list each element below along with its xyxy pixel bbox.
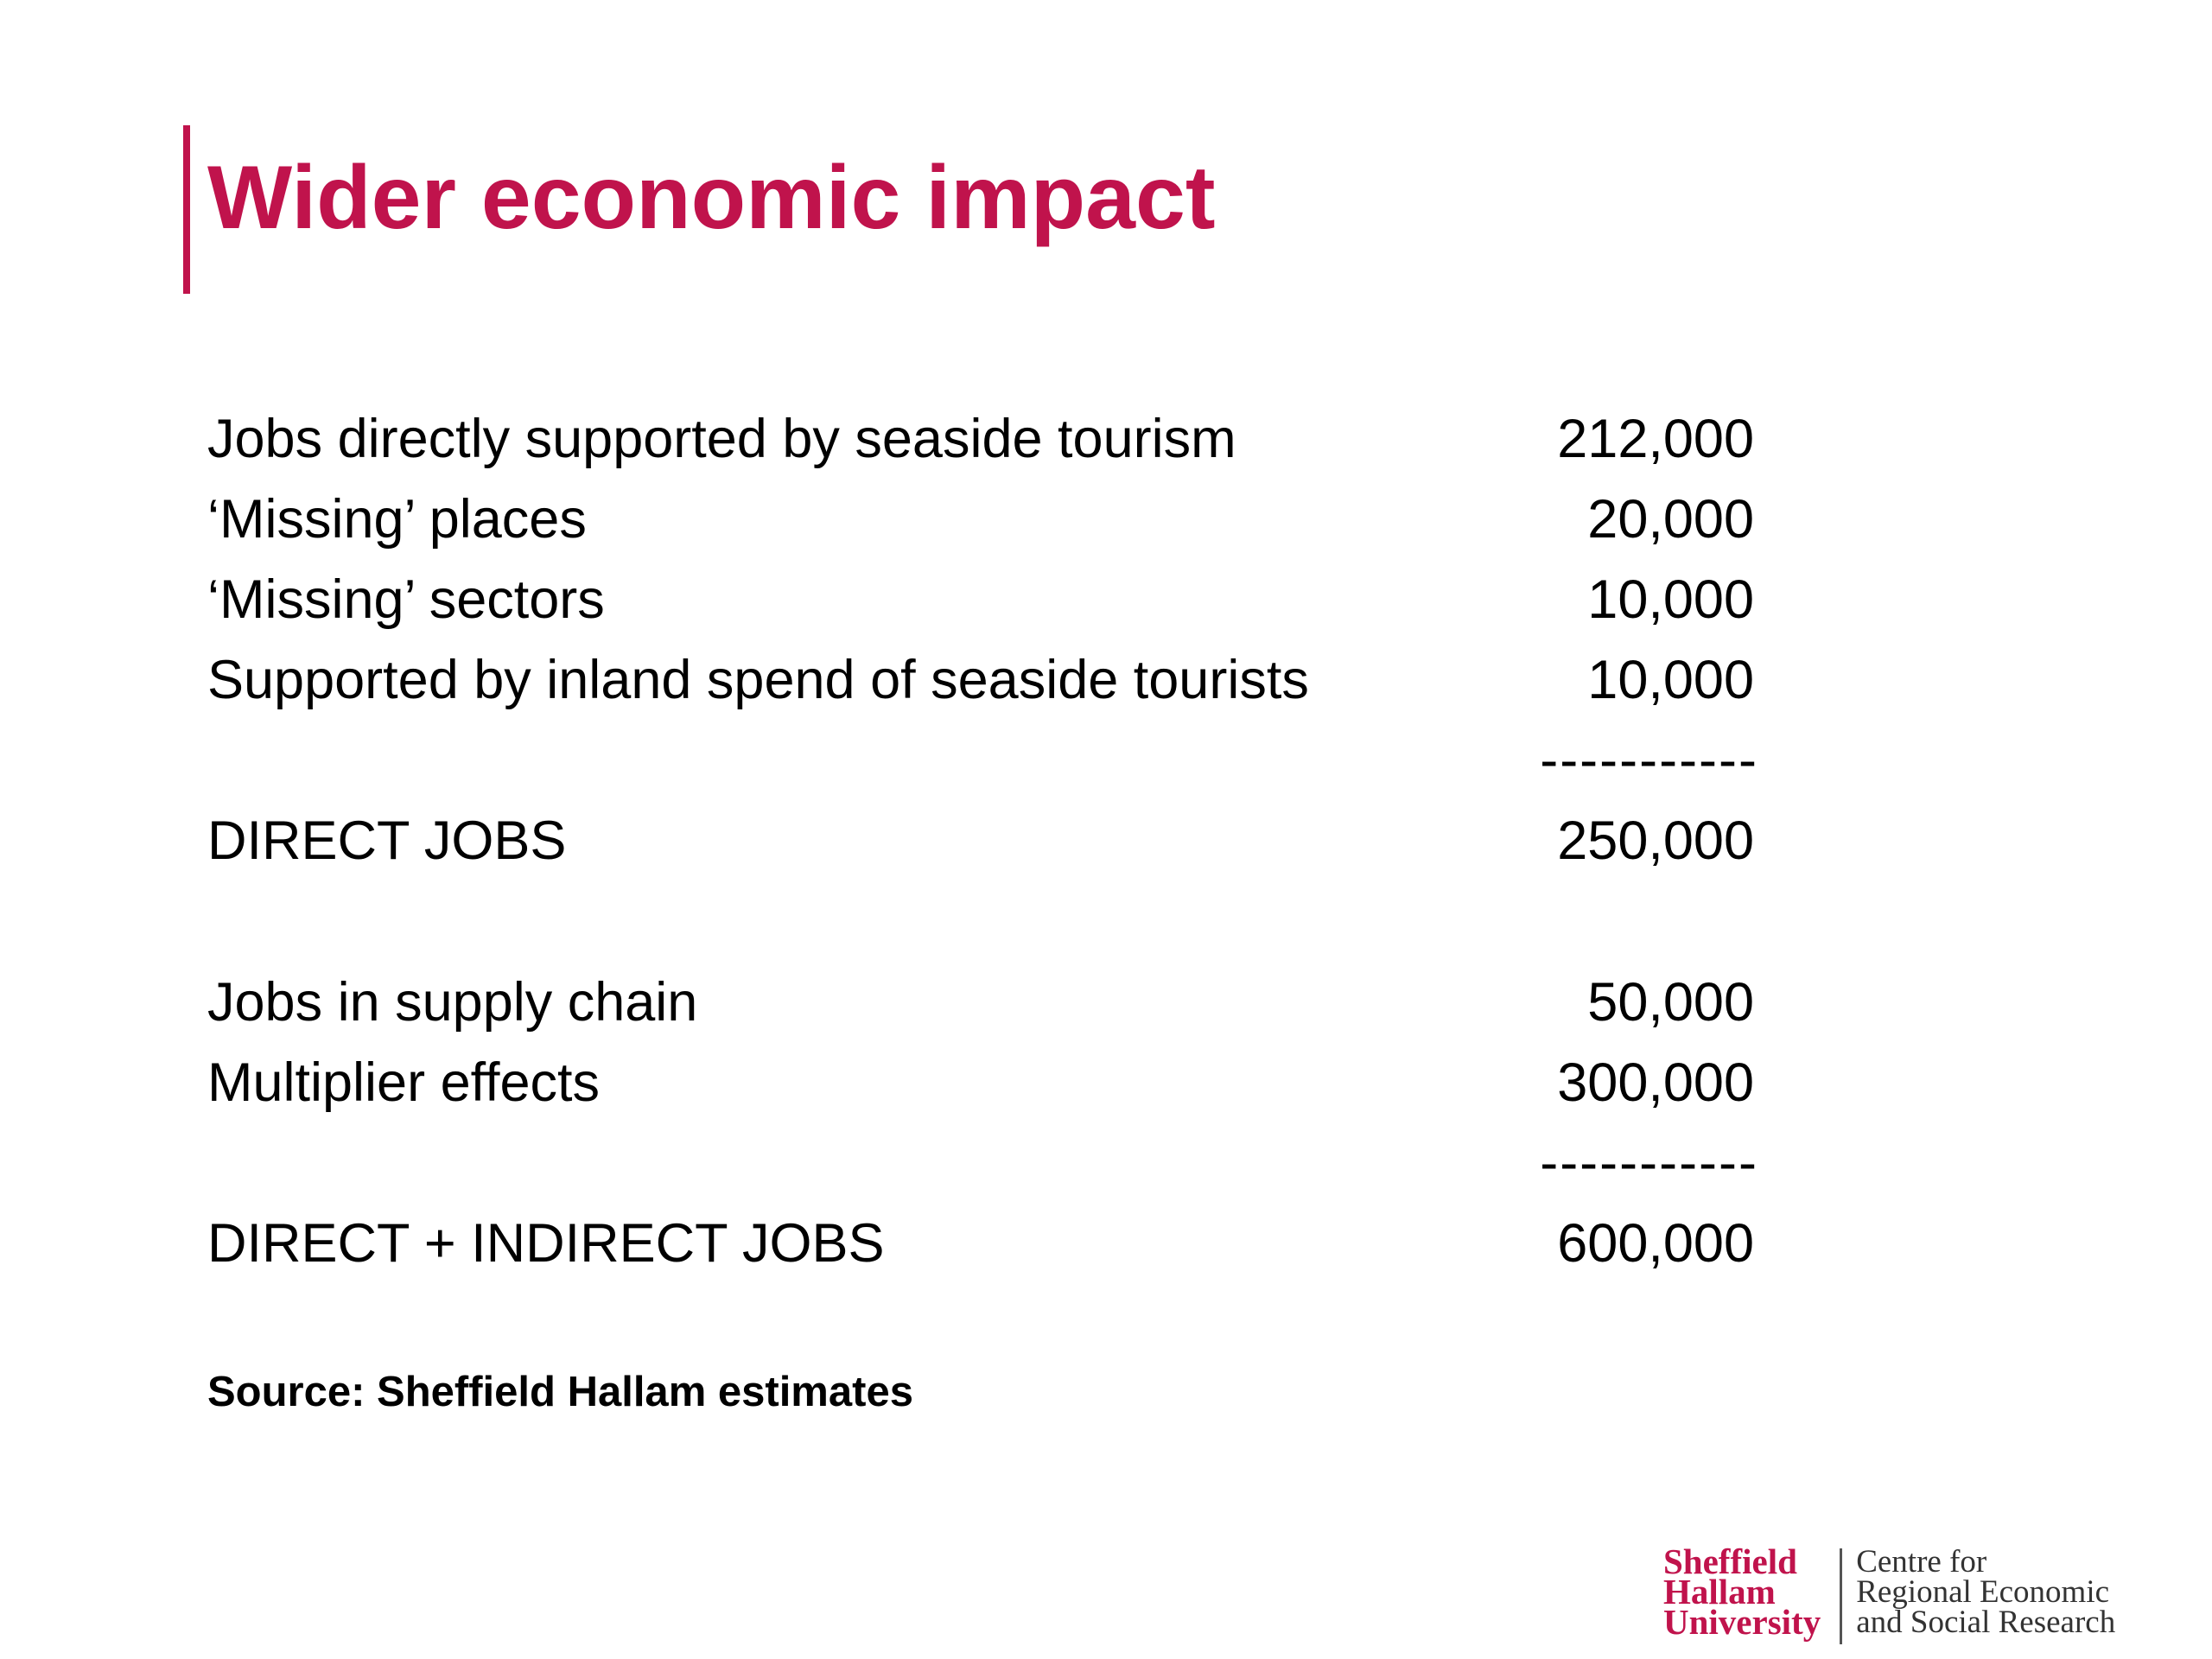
logo-centre-name — [1842, 1544, 2116, 1646]
divider-dashes: ----------- — [1540, 1133, 1758, 1193]
row-label: Jobs directly supported by seaside tourism — [207, 409, 1236, 469]
grand-total — [207, 1209, 1754, 1278]
row-value: 300,000 — [1557, 1052, 1754, 1113]
divider-dashes: ----------- — [1540, 730, 1758, 791]
row-label: Multiplier effects — [207, 1052, 601, 1113]
row-label: ‘Missing’ sectors — [207, 569, 605, 630]
logo-line: University — [1663, 1602, 1821, 1642]
logo-line: Sheffield — [1663, 1541, 1797, 1581]
row-value: 10,000 — [1587, 650, 1754, 710]
sum-divider — [207, 1128, 1758, 1198]
row-value: 10,000 — [1587, 569, 1754, 630]
row-label: ‘Missing’ places — [207, 489, 587, 550]
university-logo — [1663, 1541, 2116, 1646]
total-label: DIRECT + INDIRECT JOBS — [207, 1213, 885, 1274]
direct-jobs-total — [207, 806, 1754, 875]
table-row — [207, 968, 1754, 1037]
title-accent-bar — [183, 125, 190, 294]
row-value: 20,000 — [1587, 489, 1754, 550]
sum-divider — [207, 726, 1758, 795]
logo-line: Regional Economic — [1856, 1574, 2110, 1610]
table-row — [207, 404, 1754, 474]
source-note: Source: Sheffield Hallam estimates — [207, 1369, 913, 1415]
row-label: Supported by inland spend of seaside tourists — [207, 650, 1309, 710]
table-row — [207, 1048, 1754, 1117]
logo-line: and Social Research — [1856, 1605, 2116, 1640]
total-value: 600,000 — [1557, 1213, 1754, 1274]
table-row — [207, 565, 1754, 634]
page-title: Wider economic impact — [207, 148, 1216, 248]
logo-university-name — [1663, 1541, 1840, 1646]
logo-line: Centre for — [1856, 1544, 1987, 1580]
logo-line: Hallam — [1663, 1572, 1776, 1611]
table-row — [207, 645, 1754, 715]
table-row — [207, 485, 1754, 554]
total-label: DIRECT JOBS — [207, 810, 567, 871]
row-label: Jobs in supply chain — [207, 972, 698, 1033]
row-value: 212,000 — [1557, 409, 1754, 469]
total-value: 250,000 — [1557, 810, 1754, 871]
row-value: 50,000 — [1587, 972, 1754, 1033]
